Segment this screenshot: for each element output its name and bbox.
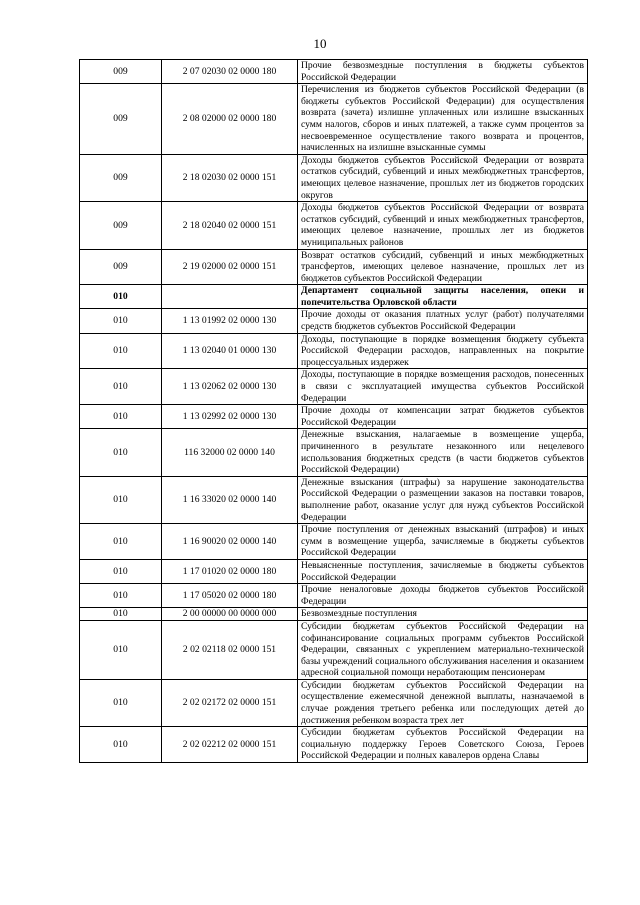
revenue-code-cell: 1 13 02040 01 0000 130 bbox=[162, 333, 298, 369]
table-row bbox=[80, 524, 588, 560]
admin-code-cell: 010 bbox=[80, 727, 162, 763]
admin-code-cell: 010 bbox=[80, 429, 162, 476]
admin-code-cell: 010 bbox=[80, 608, 162, 621]
revenue-name-cell: Перечисления из бюджетов субъектов Российской Федерации (в бюджеты субъектов Российской Федерации) для осуществления возврата (зачета) излишне уплаченных или излишне взысканных сумм налогов, сборов и иных платежей, а также сумм процентов за несвоевременное осуществление такого возврата и процентов, начисленных на излишне взысканные суммы bbox=[298, 84, 588, 155]
revenue-code-cell: 2 08 02000 02 0000 180 bbox=[162, 84, 298, 155]
revenue-name-cell: Денежные взыскания, налагаемые в возмещение ущерба, причиненного в результате незаконного или нецелевого использования бюджетных средств (в части бюджетов субъектов Российской Федерации) bbox=[298, 429, 588, 476]
table-row bbox=[80, 559, 588, 583]
admin-code-cell: 010 bbox=[80, 309, 162, 333]
revenue-name-cell: Доходы бюджетов субъектов Российской Федерации от возврата остатков субсидий, субвенций и иных межбюджетных трансфертов, имеющих целевое назначение, прошлых лет из бюджетов городских округов bbox=[298, 154, 588, 201]
revenue-name-cell: Прочие доходы от компенсации затрат бюджетов субъектов Российской Федерации bbox=[298, 405, 588, 429]
table-row bbox=[80, 608, 588, 621]
table-row bbox=[80, 249, 588, 285]
revenue-code-cell: 1 17 01020 02 0000 180 bbox=[162, 559, 298, 583]
revenue-code-cell: 2 02 02212 02 0000 151 bbox=[162, 727, 298, 763]
table-row bbox=[80, 285, 588, 309]
admin-code-cell: 010 bbox=[80, 584, 162, 608]
revenue-name-cell: Департамент социальной защиты населения, опеки и попечительства Орловской области bbox=[298, 285, 588, 309]
table-row bbox=[80, 309, 588, 333]
revenue-code-cell: 2 19 02000 02 0000 151 bbox=[162, 249, 298, 285]
revenue-name-cell: Возврат остатков субсидий, субвенций и иных межбюджетных трансфертов, имеющих целевое назначение, прошлых лет из бюджетов субъектов Российской Федерации bbox=[298, 249, 588, 285]
admin-code-cell: 009 bbox=[80, 249, 162, 285]
admin-code-cell: 009 bbox=[80, 60, 162, 84]
revenue-code-cell: 2 00 00000 00 0000 000 bbox=[162, 608, 298, 621]
table-row bbox=[80, 369, 588, 405]
revenue-code-cell: 1 17 05020 02 0000 180 bbox=[162, 584, 298, 608]
admin-code-cell: 009 bbox=[80, 154, 162, 201]
admin-code-cell: 010 bbox=[80, 620, 162, 679]
revenue-name-cell: Доходы, поступающие в порядке возмещения бюджету субъекта Российской Федерации расходов, направленных на покрытие процессуальных издержек bbox=[298, 333, 588, 369]
revenue-code-cell: 1 13 01992 02 0000 130 bbox=[162, 309, 298, 333]
revenue-name-cell: Доходы, поступающие в порядке возмещения расходов, понесенных в связи с эксплуатацией имущества субъектов Российской Федерации bbox=[298, 369, 588, 405]
revenue-code-cell: 1 13 02062 02 0000 130 bbox=[162, 369, 298, 405]
table-row bbox=[80, 476, 588, 523]
revenue-name-cell: Невыясненные поступления, зачисляемые в бюджеты субъектов Российской Федерации bbox=[298, 559, 588, 583]
table-row bbox=[80, 727, 588, 763]
revenue-code-cell: 1 16 90020 02 0000 140 bbox=[162, 524, 298, 560]
revenue-name-cell: Прочие доходы от оказания платных услуг (работ) получателями средств бюджетов субъектов Российской Федерации bbox=[298, 309, 588, 333]
table-row bbox=[80, 60, 588, 84]
revenue-code-cell: 2 02 02118 02 0000 151 bbox=[162, 620, 298, 679]
table-row bbox=[80, 679, 588, 726]
revenue-name-cell: Безвозмездные поступления bbox=[298, 608, 588, 621]
revenue-name-cell: Прочие безвозмездные поступления в бюджеты субъектов Российской Федерации bbox=[298, 60, 588, 84]
table-row bbox=[80, 429, 588, 476]
admin-code-cell: 009 bbox=[80, 202, 162, 249]
table-row bbox=[80, 154, 588, 201]
revenue-name-cell: Прочие поступления от денежных взысканий (штрафов) и иных сумм в возмещение ущерба, зачисляемые в бюджеты субъектов Российской Федерации bbox=[298, 524, 588, 560]
budget-classification-table bbox=[79, 59, 588, 763]
table-row bbox=[80, 405, 588, 429]
revenue-code-cell: 1 13 02992 02 0000 130 bbox=[162, 405, 298, 429]
admin-code-cell: 010 bbox=[80, 285, 162, 309]
admin-code-cell: 010 bbox=[80, 405, 162, 429]
revenue-name-cell: Субсидии бюджетам субъектов Российской Федерации на софинансирование социальных программ субъектов Российской Федерации, связанных с укреплением материально-технической базы учреждений социального обслуживания населения и оказанием адресной социальной помощи неработающим пенсионерам bbox=[298, 620, 588, 679]
admin-code-cell: 010 bbox=[80, 559, 162, 583]
admin-code-cell: 010 bbox=[80, 333, 162, 369]
revenue-name-cell: Прочие неналоговые доходы бюджетов субъектов Российской Федерации bbox=[298, 584, 588, 608]
revenue-name-cell: Субсидии бюджетам субъектов Российской Федерации на осуществление ежемесячной денежной выплаты, назначаемой в случае рождения третьего ребенка или последующих детей до достижения ребенком возраста трех лет bbox=[298, 679, 588, 726]
table-row bbox=[80, 333, 588, 369]
revenue-name-cell: Доходы бюджетов субъектов Российской Федерации от возврата остатков субсидий, субвенций и иных межбюджетных трансфертов, имеющих целевое назначение, прошлых лет из бюджетов муниципальных районов bbox=[298, 202, 588, 249]
page-number: 10 bbox=[313, 36, 327, 51]
table-row bbox=[80, 202, 588, 249]
table-row bbox=[80, 584, 588, 608]
revenue-code-cell bbox=[162, 285, 298, 309]
table-row bbox=[80, 620, 588, 679]
admin-code-cell: 009 bbox=[80, 84, 162, 155]
revenue-name-cell: Денежные взыскания (штрафы) за нарушение законодательства Российской Федерации о размещении заказов на поставки товаров, выполнение работ, оказание услуг для нужд субъектов Российской Федерации bbox=[298, 476, 588, 523]
admin-code-cell: 010 bbox=[80, 679, 162, 726]
revenue-code-cell: 1 16 33020 02 0000 140 bbox=[162, 476, 298, 523]
revenue-name-cell: Субсидии бюджетам субъектов Российской Федерации на социальную поддержку Героев Советского Союза, Героев Российской Федерации и полных кавалеров ордена Славы bbox=[298, 727, 588, 763]
revenue-code-cell: 2 18 02040 02 0000 151 bbox=[162, 202, 298, 249]
revenue-code-cell: 2 02 02172 02 0000 151 bbox=[162, 679, 298, 726]
table-body bbox=[80, 60, 588, 763]
revenue-code-cell: 116 32000 02 0000 140 bbox=[162, 429, 298, 476]
admin-code-cell: 010 bbox=[80, 524, 162, 560]
revenue-code-cell: 2 18 02030 02 0000 151 bbox=[162, 154, 298, 201]
table-row bbox=[80, 84, 588, 155]
admin-code-cell: 010 bbox=[80, 476, 162, 523]
revenue-code-cell: 2 07 02030 02 0000 180 bbox=[162, 60, 298, 84]
admin-code-cell: 010 bbox=[80, 369, 162, 405]
